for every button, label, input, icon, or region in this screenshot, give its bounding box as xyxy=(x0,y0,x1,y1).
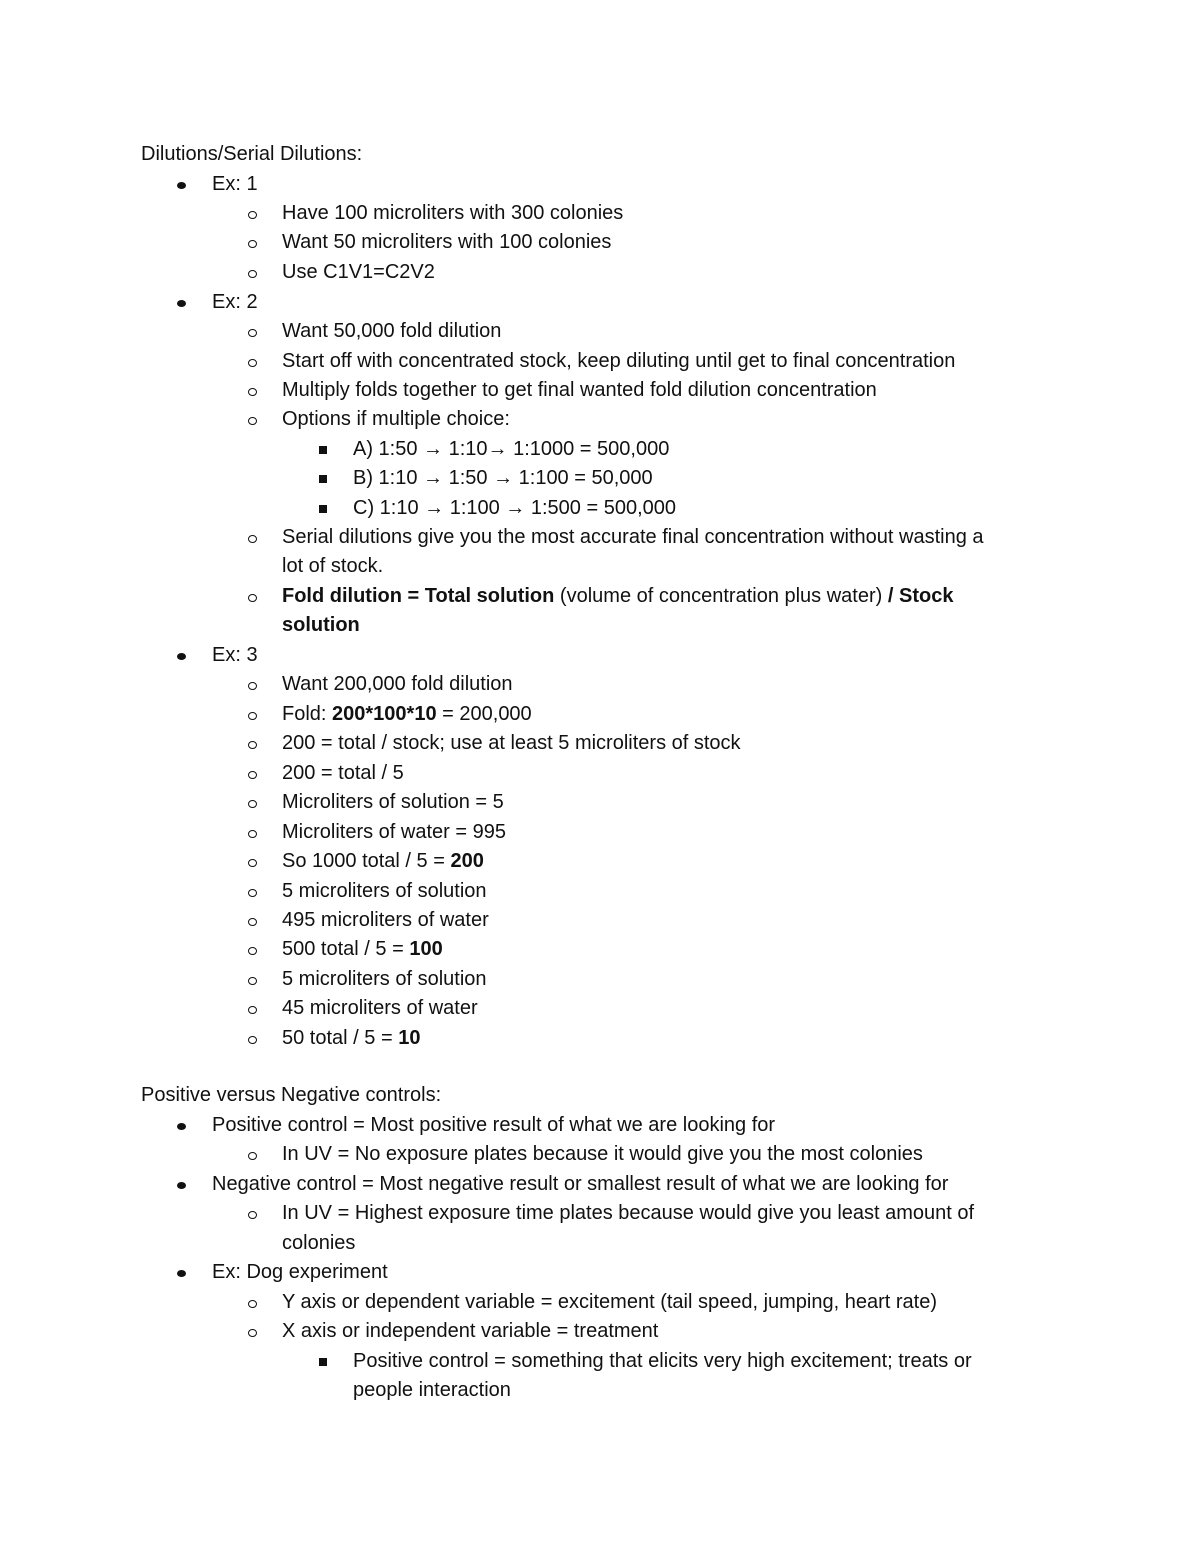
bullet-circle-icon xyxy=(248,729,260,759)
bullet-disc-icon xyxy=(177,288,187,318)
option-item: A) 1:50 → 1:10→ 1:1000 = 500,000 xyxy=(353,438,670,460)
bullet-circle-icon xyxy=(248,1024,260,1054)
list-item-continuation: colonies xyxy=(282,1232,356,1254)
bullet-circle-icon xyxy=(248,847,260,877)
bold-text: 10 xyxy=(398,1027,421,1049)
bullet-circle-icon xyxy=(248,258,260,288)
list-item: Microliters of water = 995 xyxy=(282,821,506,843)
example-label: Ex: 2 xyxy=(212,291,258,313)
list-item xyxy=(282,847,484,877)
bullet-disc-icon xyxy=(177,641,187,671)
bullet-square-icon xyxy=(319,435,331,465)
list-item-continuation: people interaction xyxy=(353,1379,511,1401)
bullet-circle-icon xyxy=(248,906,260,936)
bullet-circle-icon xyxy=(248,317,260,347)
plain-text: So 1000 total / 5 = xyxy=(282,850,451,872)
plain-text: 50 total / 5 = xyxy=(282,1027,399,1049)
example-label: Ex: 3 xyxy=(212,644,258,666)
plain-text: 500 total / 5 = xyxy=(282,938,410,960)
example-label: Ex: 1 xyxy=(212,173,258,195)
list-item: Want 200,000 fold dilution xyxy=(282,673,513,695)
bullet-square-icon xyxy=(319,494,331,524)
list-item: Want 50 microliters with 100 colonies xyxy=(282,231,612,253)
bullet-circle-icon xyxy=(248,670,260,700)
bullet-circle-icon xyxy=(248,700,260,730)
bullet-circle-icon xyxy=(248,994,260,1024)
list-item: Start off with concentrated stock, keep diluting until get to final concentration xyxy=(282,350,956,372)
fold-dilution-definition xyxy=(282,582,953,612)
bullet-circle-icon xyxy=(248,199,260,229)
list-item: Y axis or dependent variable = excitement (tail speed, jumping, heart rate) xyxy=(282,1291,937,1313)
bullet-circle-icon xyxy=(248,788,260,818)
list-item: 200 = total / stock; use at least 5 microliters of stock xyxy=(282,732,741,754)
bullet-circle-icon xyxy=(248,1199,260,1229)
list-item: Positive control = Most positive result of what we are looking for xyxy=(212,1114,776,1136)
bullet-circle-icon xyxy=(248,523,260,553)
bullet-circle-icon xyxy=(248,228,260,258)
section-heading-controls: Positive versus Negative controls: xyxy=(141,1084,442,1106)
list-item: Positive control = something that elicits very high excitement; treats or xyxy=(353,1350,972,1372)
plain-text: (volume of concentration plus water) xyxy=(554,585,888,607)
bullet-circle-icon xyxy=(248,1317,260,1347)
bullet-circle-icon xyxy=(248,965,260,995)
list-item xyxy=(282,1024,420,1054)
bullet-circle-icon xyxy=(248,1288,260,1318)
bold-text: 200 xyxy=(450,850,484,872)
list-item: Negative control = Most negative result or smallest result of what we are looking for xyxy=(212,1173,949,1195)
bullet-circle-icon xyxy=(248,347,260,377)
bold-text: 200*100*10 xyxy=(332,703,437,725)
bullet-disc-icon xyxy=(177,170,187,200)
option-item: B) 1:10 → 1:50 → 1:100 = 50,000 xyxy=(353,467,653,489)
bullet-disc-icon xyxy=(177,1258,187,1288)
list-item: Serial dilutions give you the most accurate final concentration without wasting a xyxy=(282,526,984,548)
list-item: Use C1V1=C2V2 xyxy=(282,261,435,283)
list-item: 45 microliters of water xyxy=(282,997,478,1019)
bullet-square-icon xyxy=(319,464,331,494)
bullet-circle-icon xyxy=(248,818,260,848)
list-item: Have 100 microliters with 300 colonies xyxy=(282,202,624,224)
bold-text: solution xyxy=(282,614,360,636)
bullet-circle-icon xyxy=(248,759,260,789)
list-item: In UV = No exposure plates because it would give you the most colonies xyxy=(282,1143,923,1165)
plain-text: Fold: xyxy=(282,703,333,725)
option-item: C) 1:10 → 1:100 → 1:500 = 500,000 xyxy=(353,497,676,519)
plain-text: = 200,000 xyxy=(436,703,532,725)
list-item: Options if multiple choice: xyxy=(282,408,510,430)
list-item: 495 microliters of water xyxy=(282,909,489,931)
list-item: Want 50,000 fold dilution xyxy=(282,320,502,342)
bullet-square-icon xyxy=(319,1347,331,1377)
section-heading-dilutions: Dilutions/Serial Dilutions: xyxy=(141,143,363,165)
list-item: 200 = total / 5 xyxy=(282,762,404,784)
fold-dilution-definition-continuation xyxy=(282,611,360,641)
bullet-circle-icon xyxy=(248,376,260,406)
bullet-circle-icon xyxy=(248,877,260,907)
bullet-circle-icon xyxy=(248,582,260,612)
example-label: Ex: Dog experiment xyxy=(212,1261,388,1283)
list-item: Multiply folds together to get final wanted fold dilution concentration xyxy=(282,379,877,401)
bold-text: Fold dilution = Total solution xyxy=(282,585,555,607)
bullet-disc-icon xyxy=(177,1111,187,1141)
bold-text: 100 xyxy=(409,938,443,960)
list-item: X axis or independent variable = treatment xyxy=(282,1320,659,1342)
list-item: 5 microliters of solution xyxy=(282,880,487,902)
bullet-disc-icon xyxy=(177,1170,187,1200)
list-item: Microliters of solution = 5 xyxy=(282,791,504,813)
bullet-circle-icon xyxy=(248,935,260,965)
bullet-circle-icon xyxy=(248,405,260,435)
bold-text: / Stock xyxy=(887,585,954,607)
list-item xyxy=(282,700,532,730)
bullet-circle-icon xyxy=(248,1140,260,1170)
list-item: 5 microliters of solution xyxy=(282,968,487,990)
list-item-continuation: lot of stock. xyxy=(282,555,384,577)
list-item xyxy=(282,935,443,965)
list-item: In UV = Highest exposure time plates because would give you least amount of xyxy=(282,1202,975,1224)
